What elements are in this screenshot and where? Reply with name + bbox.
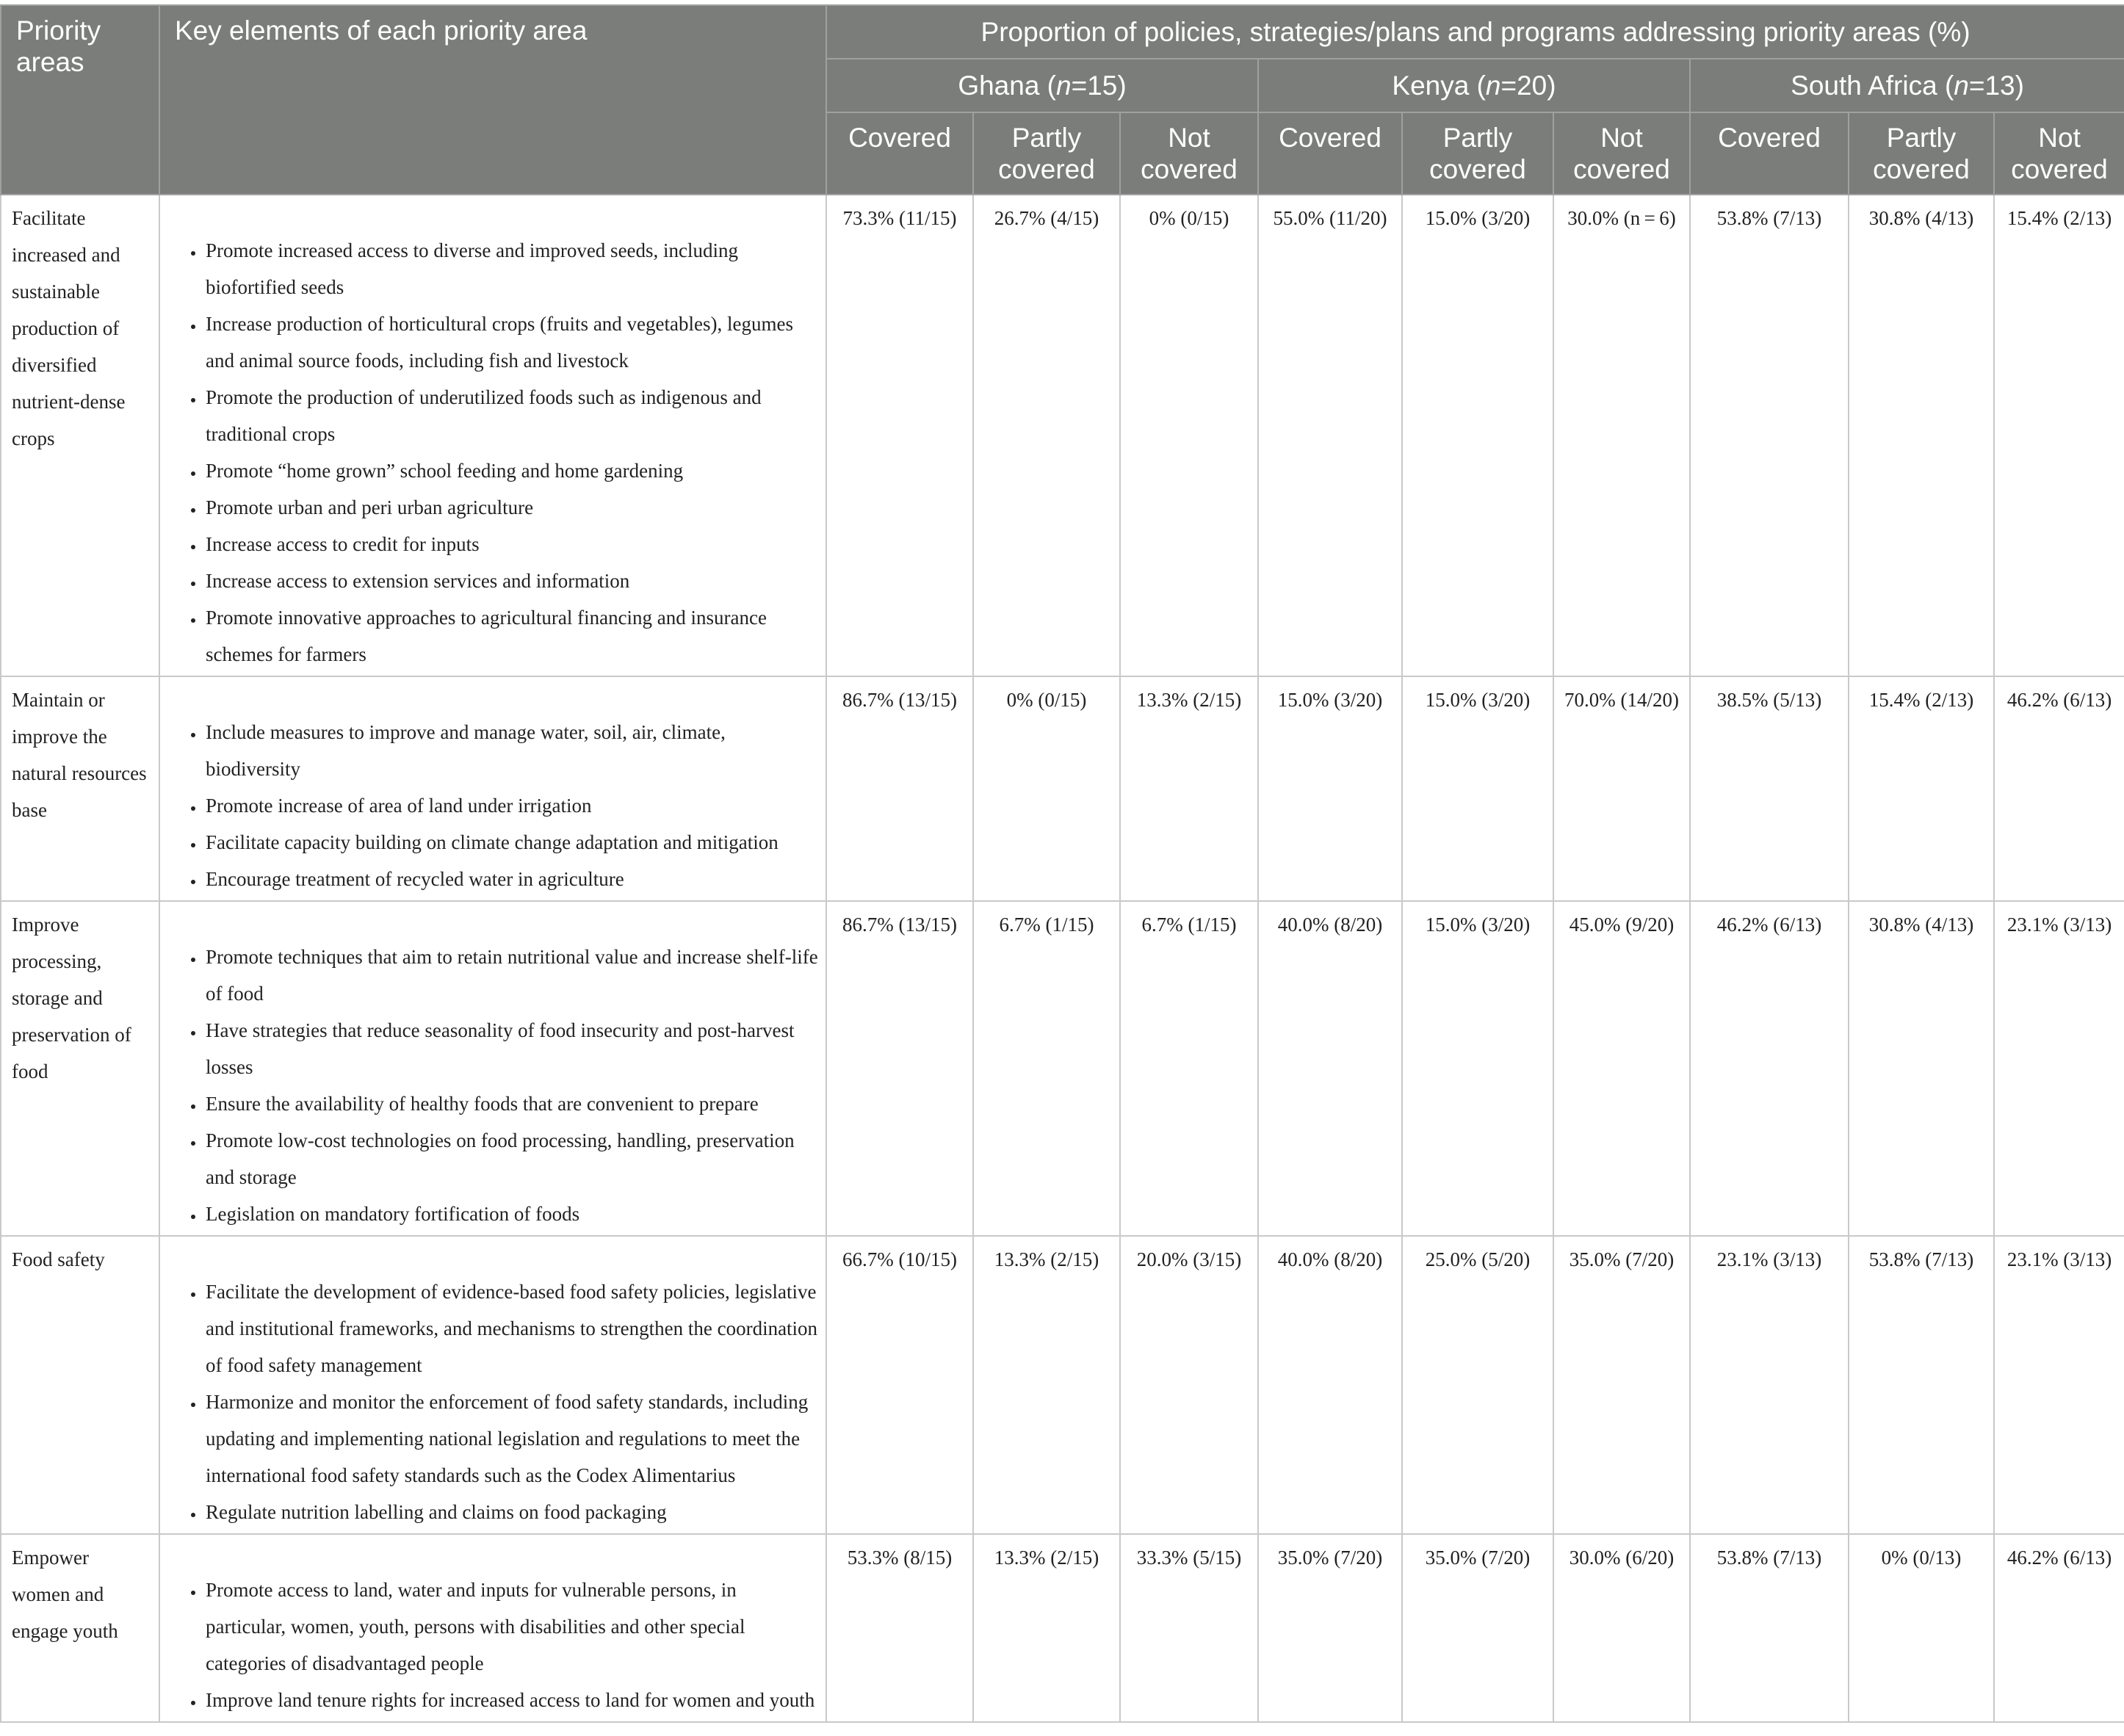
- kenya-not-covered-header: Not covered: [1553, 112, 1690, 195]
- value-cell: 6.7% (1/15): [1120, 901, 1258, 1236]
- value-cell: 40.0% (8/20): [1258, 901, 1402, 1236]
- n-label: n: [1056, 70, 1072, 101]
- south-africa-not-covered-header: Not covered: [1994, 112, 2124, 195]
- table-row: [1, 676, 2124, 901]
- list-item: • Ensure the availability of healthy foods that are convenient to prepare: [204, 1085, 818, 1122]
- list-item: • Have strategies that reduce seasonality of food insecurity and post-harvest losses: [204, 1012, 818, 1085]
- key-elements-list: [169, 714, 818, 897]
- value-cell: 53.3% (8/15): [826, 1534, 973, 1722]
- list-item: • Promote access to land, water and inputs for vulnerable persons, in particular, women, youth, persons with disabilities and other special categories of disadvantaged people: [204, 1572, 818, 1682]
- value-cell: 33.3% (5/15): [1120, 1534, 1258, 1722]
- priority-area-cell: Food safety: [1, 1236, 159, 1534]
- priority-area-cell: Improve processing, storage and preservation of food: [1, 901, 159, 1236]
- list-item: • Promote increased access to diverse and improved seeds, including biofortified seeds: [204, 232, 818, 305]
- value-cell: 0% (0/13): [1849, 1534, 1994, 1722]
- value-cell: 66.7% (10/15): [826, 1236, 973, 1534]
- value-cell: 38.5% (5/13): [1690, 676, 1849, 901]
- ghana-not-covered-header: Not covered: [1120, 112, 1258, 195]
- value-cell: 23.1% (3/13): [1994, 901, 2124, 1236]
- priority-areas-table: [0, 4, 2124, 1723]
- n-value: =20: [1500, 70, 1547, 101]
- priority-area-cell: Maintain or improve the natural resources base: [1, 676, 159, 901]
- n-value: =13: [1968, 70, 2015, 101]
- value-cell: 15.0% (3/20): [1402, 676, 1553, 901]
- list-item: • Promote “home grown” school feeding and home gardening: [204, 452, 818, 489]
- priority-area-cell: Empower women and engage youth: [1, 1534, 159, 1722]
- value-cell: 26.7% (4/15): [973, 195, 1120, 676]
- value-cell: 15.4% (2/13): [1994, 195, 2124, 676]
- list-item: • Harmonize and monitor the enforcement of food safety standards, including updating and implementing national legislation and regulations to meet the international food safety standards such as the Codex Alimentarius: [204, 1384, 818, 1494]
- country-name: Ghana: [958, 70, 1040, 101]
- value-cell: 73.3% (11/15): [826, 195, 973, 676]
- list-item: • Promote techniques that aim to retain nutritional value and increase shelf-life of food: [204, 938, 818, 1012]
- list-item: • Promote urban and peri urban agriculture: [204, 489, 818, 526]
- value-cell: 35.0% (7/20): [1258, 1534, 1402, 1722]
- key-elements-cell: [159, 901, 826, 1236]
- value-cell: 6.7% (1/15): [973, 901, 1120, 1236]
- value-cell: 23.1% (3/13): [1690, 1236, 1849, 1534]
- priority-areas-header: Priority areas: [1, 5, 159, 195]
- key-elements-cell: [159, 676, 826, 901]
- key-elements-header: Key elements of each priority area: [159, 5, 826, 195]
- list-item: • Increase access to credit for inputs: [204, 526, 818, 563]
- key-elements-cell: [159, 1534, 826, 1722]
- table-row: [1, 901, 2124, 1236]
- kenya-partly-covered-header: Partly covered: [1402, 112, 1553, 195]
- value-cell: 40.0% (8/20): [1258, 1236, 1402, 1534]
- country-name: South Africa: [1791, 70, 1937, 101]
- table-row: [1, 195, 2124, 676]
- ghana-partly-covered-header: Partly covered: [973, 112, 1120, 195]
- value-cell: 20.0% (3/15): [1120, 1236, 1258, 1534]
- south-africa-covered-header: Covered: [1690, 112, 1849, 195]
- table-body: [1, 195, 2124, 1722]
- value-cell: 25.0% (5/20): [1402, 1236, 1553, 1534]
- list-item: • Promote the production of underutilized foods such as indigenous and traditional crops: [204, 379, 818, 452]
- key-elements-cell: [159, 195, 826, 676]
- value-cell: 46.2% (6/13): [1994, 676, 2124, 901]
- value-cell: 13.3% (2/15): [1120, 676, 1258, 901]
- value-cell: 15.0% (3/20): [1258, 676, 1402, 901]
- value-cell: 0% (0/15): [1120, 195, 1258, 676]
- country-header-kenya: Kenya (n=20): [1258, 59, 1690, 112]
- value-cell: 15.4% (2/13): [1849, 676, 1994, 901]
- value-cell: 86.7% (13/15): [826, 901, 973, 1236]
- list-item: • Regulate nutrition labelling and claims on food packaging: [204, 1494, 818, 1530]
- value-cell: 15.0% (3/20): [1402, 195, 1553, 676]
- key-elements-list: [169, 1273, 818, 1530]
- value-cell: 30.0% (6/20): [1553, 1534, 1690, 1722]
- table-header: [1, 5, 2124, 195]
- value-cell: 53.8% (7/13): [1690, 1534, 1849, 1722]
- value-cell: 70.0% (14/20): [1553, 676, 1690, 901]
- south-africa-partly-covered-header: Partly covered: [1849, 112, 1994, 195]
- value-cell: 13.3% (2/15): [973, 1534, 1120, 1722]
- value-cell: 35.0% (7/20): [1553, 1236, 1690, 1534]
- value-cell: 46.2% (6/13): [1690, 901, 1849, 1236]
- key-elements-list: [169, 938, 818, 1232]
- list-item: • Promote low-cost technologies on food processing, handling, preservation and storage: [204, 1122, 818, 1196]
- value-cell: 15.0% (3/20): [1402, 901, 1553, 1236]
- list-item: • Promote increase of area of land under irrigation: [204, 787, 818, 824]
- value-cell: 55.0% (11/20): [1258, 195, 1402, 676]
- proportion-header: Proportion of policies, strategies/plans and programs addressing priority areas (%): [826, 5, 2124, 59]
- key-elements-list: [169, 1572, 818, 1718]
- key-elements-cell: [159, 1236, 826, 1534]
- list-item: • Promote innovative approaches to agricultural financing and insurance schemes for farmers: [204, 599, 818, 673]
- list-item: • Legislation on mandatory fortification of foods: [204, 1196, 818, 1232]
- list-item: • Include measures to improve and manage water, soil, air, climate, biodiversity: [204, 714, 818, 787]
- value-cell: 13.3% (2/15): [973, 1236, 1120, 1534]
- list-item: • Facilitate capacity building on climate change adaptation and mitigation: [204, 824, 818, 861]
- value-cell: 45.0% (9/20): [1553, 901, 1690, 1236]
- n-label: n: [1954, 70, 1969, 101]
- list-item: • Facilitate the development of evidence-based food safety policies, legislative and institutional frameworks, and mechanisms to strengthen the coordination of food safety management: [204, 1273, 818, 1384]
- table-row: [1, 1534, 2124, 1722]
- country-name: Kenya: [1392, 70, 1470, 101]
- value-cell: 30.8% (4/13): [1849, 195, 1994, 676]
- list-item: • Encourage treatment of recycled water in agriculture: [204, 861, 818, 897]
- list-item: • Increase access to extension services and information: [204, 563, 818, 599]
- list-item: • Increase production of horticultural crops (fruits and vegetables), legumes and animal source foods, including fish and livestock: [204, 305, 818, 379]
- table-row: [1, 1236, 2124, 1534]
- value-cell: 35.0% (7/20): [1402, 1534, 1553, 1722]
- value-cell: 46.2% (6/13): [1994, 1534, 2124, 1722]
- key-elements-list: [169, 232, 818, 673]
- value-cell: 53.8% (7/13): [1849, 1236, 1994, 1534]
- value-cell: 30.0% (n = 6): [1553, 195, 1690, 676]
- value-cell: 53.8% (7/13): [1690, 195, 1849, 676]
- country-header-ghana: Ghana (n=15): [826, 59, 1258, 112]
- value-cell: 30.8% (4/13): [1849, 901, 1994, 1236]
- priority-area-cell: Facilitate increased and sustainable production of diversified nutrient-dense crops: [1, 195, 159, 676]
- country-header-south-africa: South Africa (n=13): [1690, 59, 2124, 112]
- value-cell: 86.7% (13/15): [826, 676, 973, 901]
- ghana-covered-header: Covered: [826, 112, 973, 195]
- value-cell: 0% (0/15): [973, 676, 1120, 901]
- kenya-covered-header: Covered: [1258, 112, 1402, 195]
- value-cell: 23.1% (3/13): [1994, 1236, 2124, 1534]
- list-item: • Improve land tenure rights for increased access to land for women and youth: [204, 1682, 818, 1718]
- n-value: =15: [1071, 70, 1118, 101]
- n-label: n: [1485, 70, 1501, 101]
